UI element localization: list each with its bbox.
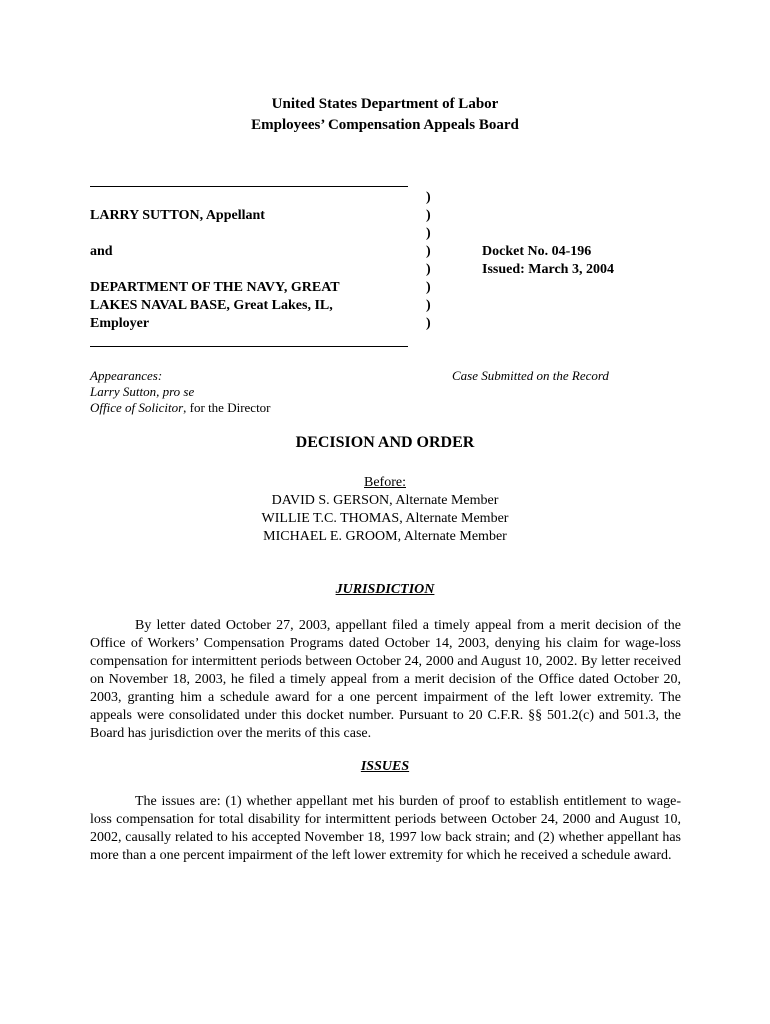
paren: ): [426, 226, 431, 241]
paren: ): [426, 316, 431, 331]
appellant-name: LARRY SUTTON, Appellant: [90, 208, 265, 223]
agency-name: United States Department of Labor: [271, 96, 499, 112]
issues-heading: ISSUES: [360, 759, 410, 774]
jurisdiction-paragraph: By letter dated October 27, 2003, appellant filed a timely appeal from a merit decision of the Office of Workers’ Compensation Programs dated October 14, 2003, denying his claim for wage-loss compensation for intermittent periods between October 24, 2000 and August 10, 2002. By letter received on November 18, 2003, he filed a timely appeal from a merit decision of the Office dated October 20, 2003, granting him a schedule award for a one percent impairment of the left lower extremity. The appeals were consolidated under this docket number. Pursuant to 20 C.F.R. §§ 501.2(c) and 501.3, the Board has jurisdiction over the merits of this case.: [90, 618, 681, 741]
docket-info: [482, 243, 614, 279]
issued-date: Issued: March 3, 2004: [482, 262, 614, 277]
paren: ): [426, 208, 431, 223]
employer-line-3: Employer: [90, 316, 150, 331]
solicitor-office: Office of Solicitor: [90, 400, 184, 415]
board-name: Employees’ Compensation Appeals Board: [251, 117, 519, 133]
appearances-block: [90, 368, 271, 416]
solicitor-appearance: [90, 400, 271, 416]
before-label: Before:: [364, 475, 406, 490]
employer-line-2: LAKES NAVAL BASE, Great Lakes, IL,: [90, 298, 333, 313]
caption-top-rule: [90, 186, 408, 187]
caption-and: and: [90, 244, 113, 259]
decision-title: DECISION AND ORDER: [295, 434, 475, 451]
paren: ): [426, 298, 431, 313]
appearances-label: Appearances:: [90, 368, 163, 383]
paren: ): [426, 244, 431, 259]
panel-member: MICHAEL E. GROOM, Alternate Member: [263, 529, 507, 544]
paren: ): [426, 280, 431, 295]
issues-paragraph: The issues are: (1) whether appellant met his burden of proof to establish entitlement to wage-loss compensation for total disability for intermittent periods between October 24, 2000 and August 10, 2002, causally related to his accepted November 18, 1997 low back strain; and (2) whether appellant has more than a one percent impairment of the left lower extremity for which he received a schedule award.: [90, 794, 681, 863]
paren: ): [426, 262, 431, 277]
employer-name: [90, 279, 410, 333]
appellant-appearance: Larry Sutton, pro se: [90, 384, 195, 399]
caption-parentheses: [426, 189, 431, 333]
docket-number: Docket No. 04-196: [482, 244, 592, 259]
panel-members: [0, 474, 770, 546]
panel-member: DAVID S. GERSON, Alternate Member: [271, 493, 499, 508]
agency-header: [0, 94, 770, 136]
solicitor-role: , for the Director: [183, 400, 271, 415]
employer-line-1: DEPARTMENT OF THE NAVY, GREAT: [90, 280, 340, 295]
case-submitted-note: Case Submitted on the Record: [452, 368, 609, 383]
caption-bottom-rule: [90, 346, 408, 347]
paren: ): [426, 190, 431, 205]
jurisdiction-heading: JURISDICTION: [335, 582, 435, 597]
panel-member: WILLIE T.C. THOMAS, Alternate Member: [261, 511, 509, 526]
